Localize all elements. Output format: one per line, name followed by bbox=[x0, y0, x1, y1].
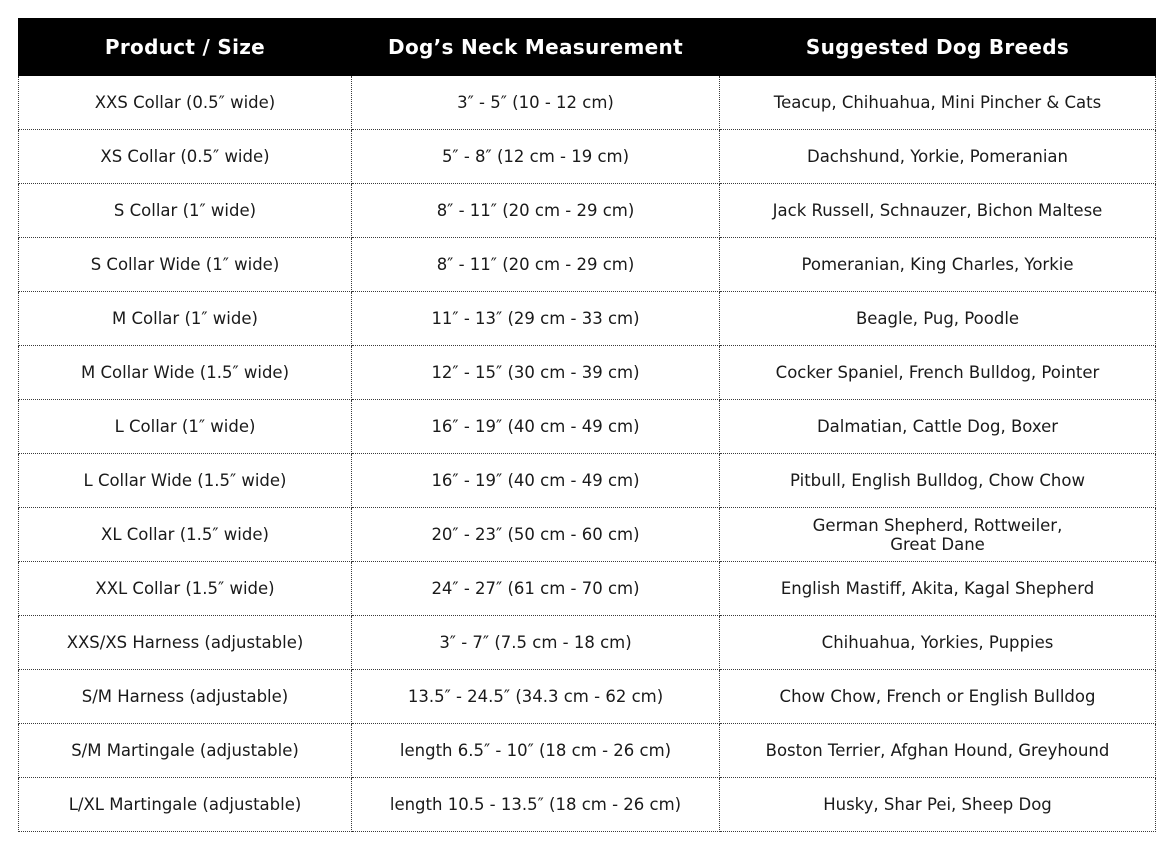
suggested-breeds-cell: Dalmatian, Cattle Dog, Boxer bbox=[720, 400, 1156, 454]
product-size-cell: S Collar (1″ wide) bbox=[19, 184, 352, 238]
product-size-cell: S/M Harness (adjustable) bbox=[19, 670, 352, 724]
product-size-cell: S/M Martingale (adjustable) bbox=[19, 724, 352, 778]
table-row bbox=[19, 454, 1156, 508]
neck-measurement-cell: 16″ - 19″ (40 cm - 49 cm) bbox=[352, 400, 720, 454]
suggested-breeds-cell: Chow Chow, French or English Bulldog bbox=[720, 670, 1156, 724]
product-size-cell: XS Collar (0.5″ wide) bbox=[19, 130, 352, 184]
suggested-breeds-cell: German Shepherd, Rottweiler, Great Dane bbox=[720, 508, 1156, 562]
header-row bbox=[19, 19, 1156, 76]
table-row bbox=[19, 670, 1156, 724]
neck-measurement-cell: 3″ - 5″ (10 - 12 cm) bbox=[352, 76, 720, 130]
neck-measurement-cell: 24″ - 27″ (61 cm - 70 cm) bbox=[352, 562, 720, 616]
suggested-breeds-cell: English Mastiff, Akita, Kagal Shepherd bbox=[720, 562, 1156, 616]
suggested-breeds-cell: Cocker Spaniel, French Bulldog, Pointer bbox=[720, 346, 1156, 400]
suggested-breeds-cell: Husky, Shar Pei, Sheep Dog bbox=[720, 778, 1156, 832]
table-row bbox=[19, 616, 1156, 670]
suggested-breeds-cell: Pitbull, English Bulldog, Chow Chow bbox=[720, 454, 1156, 508]
neck-measurement-cell: 8″ - 11″ (20 cm - 29 cm) bbox=[352, 238, 720, 292]
neck-measurement-cell: 12″ - 15″ (30 cm - 39 cm) bbox=[352, 346, 720, 400]
table-row bbox=[19, 724, 1156, 778]
suggested-breeds-cell: Boston Terrier, Afghan Hound, Greyhound bbox=[720, 724, 1156, 778]
suggested-breeds-cell: Chihuahua, Yorkies, Puppies bbox=[720, 616, 1156, 670]
header-product-size: Product / Size bbox=[19, 19, 352, 76]
table-row bbox=[19, 292, 1156, 346]
suggested-breeds-cell: Jack Russell, Schnauzer, Bichon Maltese bbox=[720, 184, 1156, 238]
table-header bbox=[19, 19, 1156, 76]
product-size-cell: S Collar Wide (1″ wide) bbox=[19, 238, 352, 292]
table-row bbox=[19, 238, 1156, 292]
table-row bbox=[19, 562, 1156, 616]
neck-measurement-cell: 8″ - 11″ (20 cm - 29 cm) bbox=[352, 184, 720, 238]
product-size-cell: L/XL Martingale (adjustable) bbox=[19, 778, 352, 832]
neck-measurement-cell: 16″ - 19″ (40 cm - 49 cm) bbox=[352, 454, 720, 508]
neck-measurement-cell: 5″ - 8″ (12 cm - 19 cm) bbox=[352, 130, 720, 184]
table-row bbox=[19, 346, 1156, 400]
neck-measurement-cell: 20″ - 23″ (50 cm - 60 cm) bbox=[352, 508, 720, 562]
product-size-cell: XXL Collar (1.5″ wide) bbox=[19, 562, 352, 616]
table-row bbox=[19, 400, 1156, 454]
neck-measurement-cell: length 6.5″ - 10″ (18 cm - 26 cm) bbox=[352, 724, 720, 778]
table-row bbox=[19, 130, 1156, 184]
suggested-breeds-cell: Dachshund, Yorkie, Pomeranian bbox=[720, 130, 1156, 184]
suggested-breeds-cell: Pomeranian, King Charles, Yorkie bbox=[720, 238, 1156, 292]
neck-measurement-cell: 11″ - 13″ (29 cm - 33 cm) bbox=[352, 292, 720, 346]
header-neck-measurement: Dog’s Neck Measurement bbox=[352, 19, 720, 76]
suggested-breeds-cell: Beagle, Pug, Poodle bbox=[720, 292, 1156, 346]
product-size-cell: XXS Collar (0.5″ wide) bbox=[19, 76, 352, 130]
product-size-cell: L Collar (1″ wide) bbox=[19, 400, 352, 454]
table-row bbox=[19, 778, 1156, 832]
product-size-cell: M Collar Wide (1.5″ wide) bbox=[19, 346, 352, 400]
product-size-cell: M Collar (1″ wide) bbox=[19, 292, 352, 346]
product-size-cell: XL Collar (1.5″ wide) bbox=[19, 508, 352, 562]
suggested-breeds-cell: Teacup, Chihuahua, Mini Pincher & Cats bbox=[720, 76, 1156, 130]
size-chart-table bbox=[18, 18, 1156, 832]
table-row bbox=[19, 508, 1156, 562]
product-size-cell: L Collar Wide (1.5″ wide) bbox=[19, 454, 352, 508]
neck-measurement-cell: 13.5″ - 24.5″ (34.3 cm - 62 cm) bbox=[352, 670, 720, 724]
table-row bbox=[19, 76, 1156, 130]
neck-measurement-cell: length 10.5 - 13.5″ (18 cm - 26 cm) bbox=[352, 778, 720, 832]
product-size-cell: XXS/XS Harness (adjustable) bbox=[19, 616, 352, 670]
header-suggested-breeds: Suggested Dog Breeds bbox=[720, 19, 1156, 76]
table-body bbox=[19, 76, 1156, 832]
table-row bbox=[19, 184, 1156, 238]
neck-measurement-cell: 3″ - 7″ (7.5 cm - 18 cm) bbox=[352, 616, 720, 670]
